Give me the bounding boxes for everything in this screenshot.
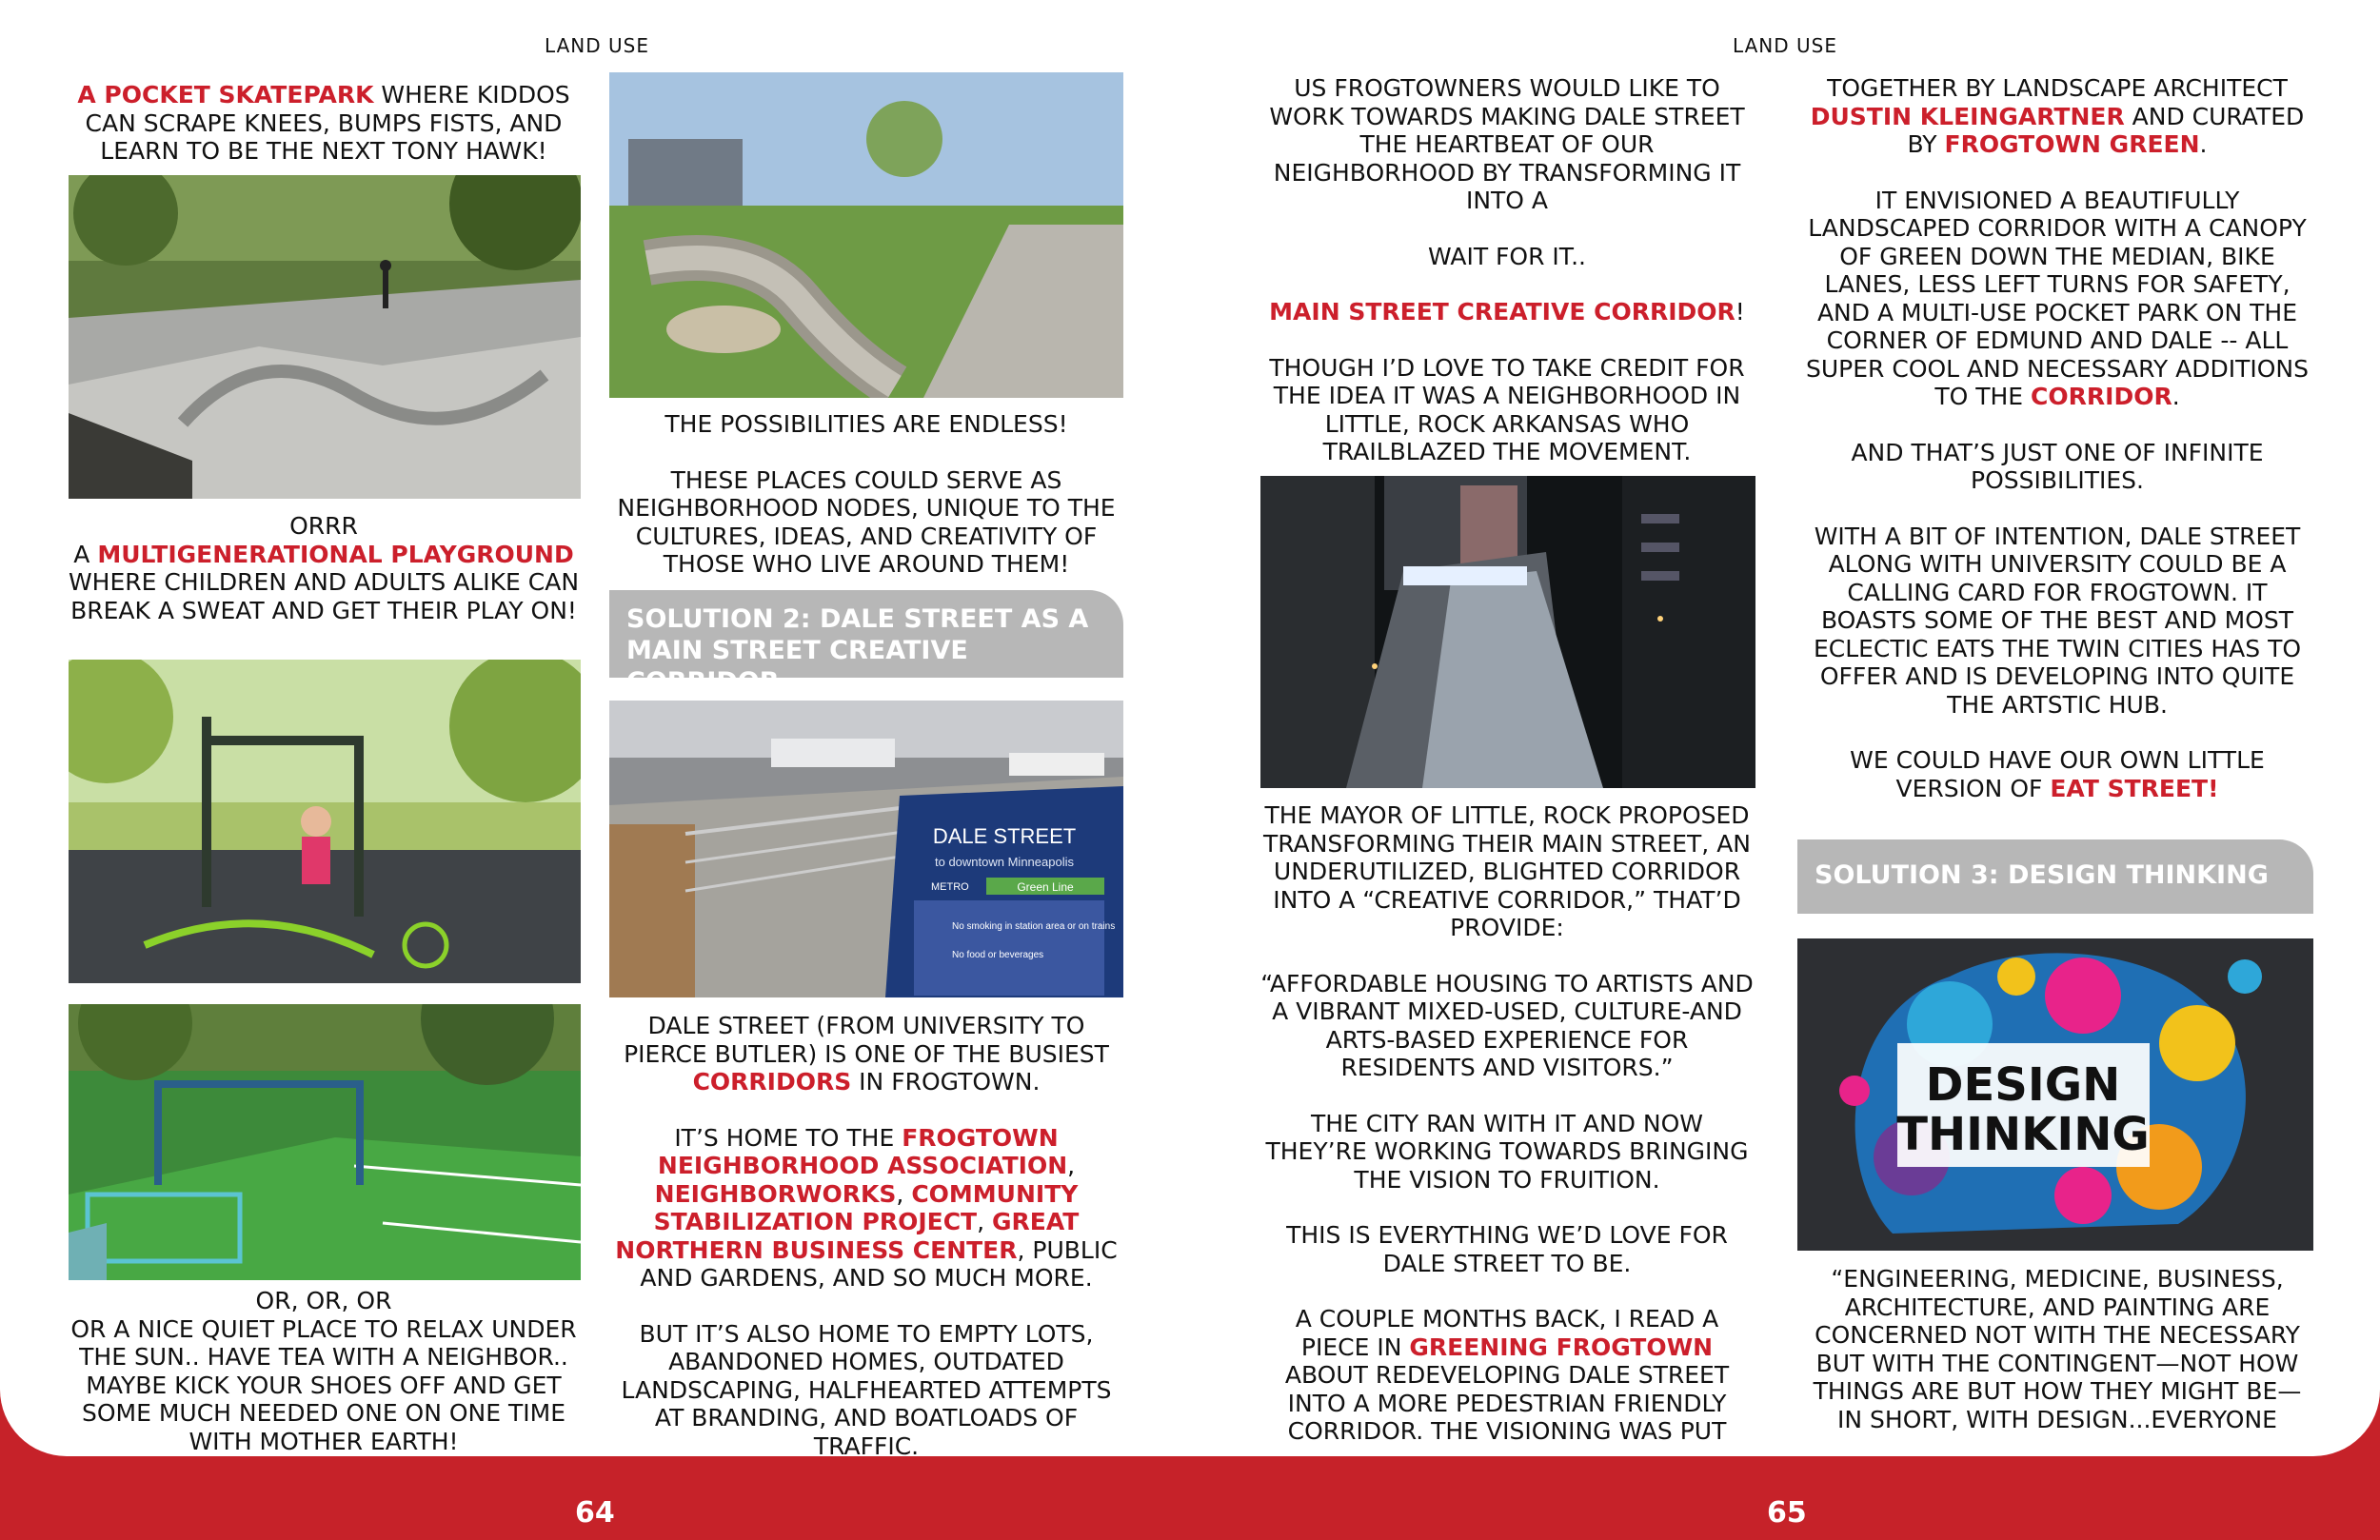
- neighborhood-nodes-paragraph: THESE PLACES COULD SERVE AS NEIGHBORHOOD NODES, UNIQUE TO THE CULTURES, IDEAS, AND CREATIVITY OF THOSE WHO LIVE AROUND THEM!: [617, 465, 1116, 578]
- col4-top-text: [1801, 74, 2313, 802]
- sign-title: DALE STREET: [932, 824, 1077, 848]
- quiet-place-paragraph: OR A NICE QUIET PLACE TO RELAX UNDER THE SUN.. HAVE TEA WITH A NEIGHBOR.. MAYBE KICK YOUR SHOES OFF AND GET SOME MUCH NEEDED ONE ON ONE TIME WITH MOTHER EARTH!: [70, 1314, 577, 1455]
- little-rock-paragraph: THOUGH I’D LOVE TO TAKE CREDIT FOR THE IDEA IT WAS A NEIGHBORHOOD IN LITTLE, ROCK ARKANSAS WHO TRAILBLAZED THE MOVEMENT.: [1269, 353, 1745, 465]
- design-thinking-line-2: THINKING: [1896, 1108, 2150, 1161]
- city-ran-paragraph: THE CITY RAN WITH IT AND NOW THEY’RE WORKING TOWARDS BRINGING THE VISION TO FRUITION.: [1265, 1109, 1749, 1194]
- col3-bottom-text: [1259, 801, 1755, 1446]
- skatepark-paragraph: A POCKET SKATEPARK WHERE KIDDOS CAN SCRAPE KNEES, BUMPS FISTS, AND LEARN TO BE THE NEXT TONY HAWK!: [77, 81, 570, 165]
- col3-top-text: [1259, 74, 1755, 466]
- or-or-or-line: OR, OR, OR: [255, 1287, 392, 1314]
- design-thinking-graphic: [1797, 938, 2313, 1251]
- page-header: LAND USE: [1733, 34, 1837, 57]
- col2-bottom-text: [609, 1012, 1123, 1460]
- orrr-line: ORRR: [289, 512, 358, 540]
- rain-garden-photo: [609, 72, 1123, 398]
- col1-bottom-text: [65, 1287, 583, 1455]
- col4-bottom-text: [1801, 1265, 2313, 1433]
- frogtowners-paragraph: US FROGTOWNERS WOULD LIKE TO WORK TOWARDS MAKING DALE STREET THE HEARTBEAT OF OUR NEIGHBORHOOD BY TRANSFORMING IT INTO A: [1269, 74, 1745, 214]
- sign-brand: METRO: [931, 881, 969, 893]
- envisioned-paragraph: IT ENVISIONED A BEAUTIFULLY LANDSCAPED CORRIDOR WITH A CANOPY OF GREEN DOWN THE MEDIAN, BIKE LANES, LESS LEFT TURNS FOR SAFETY, AND A MULTI-USE POCKET PARK ON THE CORNER OF EDMUND AND DALE -- ALL SUPER COOL AND NECESSARY ADDITIONS TO THE CORRIDOR.: [1806, 186, 2309, 410]
- col1-top-text: [67, 81, 581, 166]
- home-to-paragraph: IT’S HOME TO THE FROGTOWN NEIGHBORHOOD ASSOCIATION, NEIGHBORWORKS, COMMUNITY STABILIZATION PROJECT, GREAT NORTHERN BUSINESS CENTER, PUBLIC AND GARDENS, AND SO MUCH MORE.: [615, 1123, 1118, 1292]
- design-quote-paragraph: “ENGINEERING, MEDICINE, BUSINESS, ARCHITECTURE, AND PAINTING ARE CONCERNED NOT WITH THE NECESSARY BUT WITH THE CONTINGENT—NOT HOW THINGS ARE BUT HOW THEY MIGHT BE—IN SHORT, WITH DESIGN...EVERYONE: [1813, 1265, 2302, 1433]
- creative-corridor-night-photo: [1260, 476, 1755, 788]
- empty-lots-paragraph: BUT IT’S ALSO HOME TO EMPTY LOTS, ABANDONED HOMES, OUTDATED LANDSCAPING, HALFHEARTED ATTEMPTS AT BRANDING, AND BOATLOADS OF TRAFFIC.: [621, 1319, 1112, 1460]
- couple-months-paragraph: A COUPLE MONTHS BACK, I READ A PIECE IN GREENING FROGTOWN ABOUT REDEVELOPING DALE STREET INTO A MORE PEDESTRIAN FRIENDLY CORRIDOR. THE VISIONING WAS PUT: [1284, 1305, 1730, 1445]
- sign-note-1: No smoking in station area or on trains: [952, 921, 1116, 932]
- eat-street-paragraph: WE COULD HAVE OUR OWN LITTLE VERSION OF EAT STREET!: [1850, 746, 2265, 802]
- wait-for-it-line: WAIT FOR IT..: [1428, 242, 1586, 270]
- skatepark-photo: [69, 175, 581, 499]
- main-street-line: MAIN STREET CREATIVE CORRIDOR!: [1269, 298, 1745, 326]
- sign-line: Green Line: [1017, 880, 1074, 894]
- busiest-corridors-paragraph: DALE STREET (FROM UNIVERSITY TO PIERCE BUTLER) IS ONE OF THE BUSIEST CORRIDORS IN FROGTOWN.: [624, 1012, 1109, 1096]
- col2-top-text: [609, 410, 1123, 579]
- sign-note-2: No food or beverages: [952, 950, 1044, 960]
- page-number-65: 65: [1767, 1496, 1807, 1530]
- dale-street-station-photo: [609, 701, 1123, 997]
- affordable-housing-quote: “AFFORDABLE HOUSING TO ARTISTS AND A VIBRANT MIXED-USED, CULTURE-AND ARTS-BASED EXPERIENCE FOR RESIDENTS AND VISITORS.”: [1260, 969, 1754, 1081]
- left-page: [0, 0, 1190, 1460]
- design-thinking-line-1: DESIGN: [1925, 1058, 2121, 1112]
- everything-paragraph: THIS IS EVERYTHING WE’D LOVE FOR DALE STREET TO BE.: [1286, 1221, 1728, 1277]
- infinite-possibilities-paragraph: AND THAT’S JUST ONE OF INFINITE POSSIBILITIES.: [1851, 438, 2264, 494]
- page-number-64: 64: [575, 1496, 615, 1530]
- sign-subtitle: to downtown Minneapolis: [935, 855, 1074, 869]
- fitness-park-photo: [69, 1004, 581, 1280]
- col1-playground-text: [67, 512, 581, 624]
- solution-3-banner: SOLUTION 3: DESIGN THINKING: [1797, 839, 2313, 914]
- right-page: [1190, 0, 2380, 1456]
- landscape-architect-paragraph: TOGETHER BY LANDSCAPE ARCHITECT DUSTIN KLEINGARTNER AND CURATED BY FROGTOWN GREEN.: [1810, 74, 2305, 158]
- mayor-paragraph: THE MAYOR OF LITTLE, ROCK PROPOSED TRANSFORMING THEIR MAIN STREET, AN UNDERUTILIZED, BLIGHTED CORRIDOR INTO A “CREATIVE CORRIDOR,” THAT’D PROVIDE:: [1262, 801, 1751, 941]
- possibilities-line: THE POSSIBILITIES ARE ENDLESS!: [664, 410, 1068, 438]
- calling-card-paragraph: WITH A BIT OF INTENTION, DALE STREET ALONG WITH UNIVERSITY COULD BE A CALLING CARD FOR FROGTOWN. IT BOASTS SOME OF THE BEST AND MOST ECLECTIC EATS THE TWIN CITIES HAS TO OFFER AND IS DEVELOPING INTO QUITE THE ARTSTIC HUB.: [1813, 522, 2302, 719]
- solution-2-banner: SOLUTION 2: DALE STREET AS A MAIN STREET CREATIVE CORRIDOR: [609, 590, 1123, 678]
- page-header: LAND USE: [545, 34, 649, 57]
- playground-photo: [69, 660, 581, 983]
- playground-paragraph: A MULTIGENERATIONAL PLAYGROUND WHERE CHILDREN AND ADULTS ALIKE CAN BREAK A SWEAT AND GET THEIR PLAY ON!: [68, 540, 580, 624]
